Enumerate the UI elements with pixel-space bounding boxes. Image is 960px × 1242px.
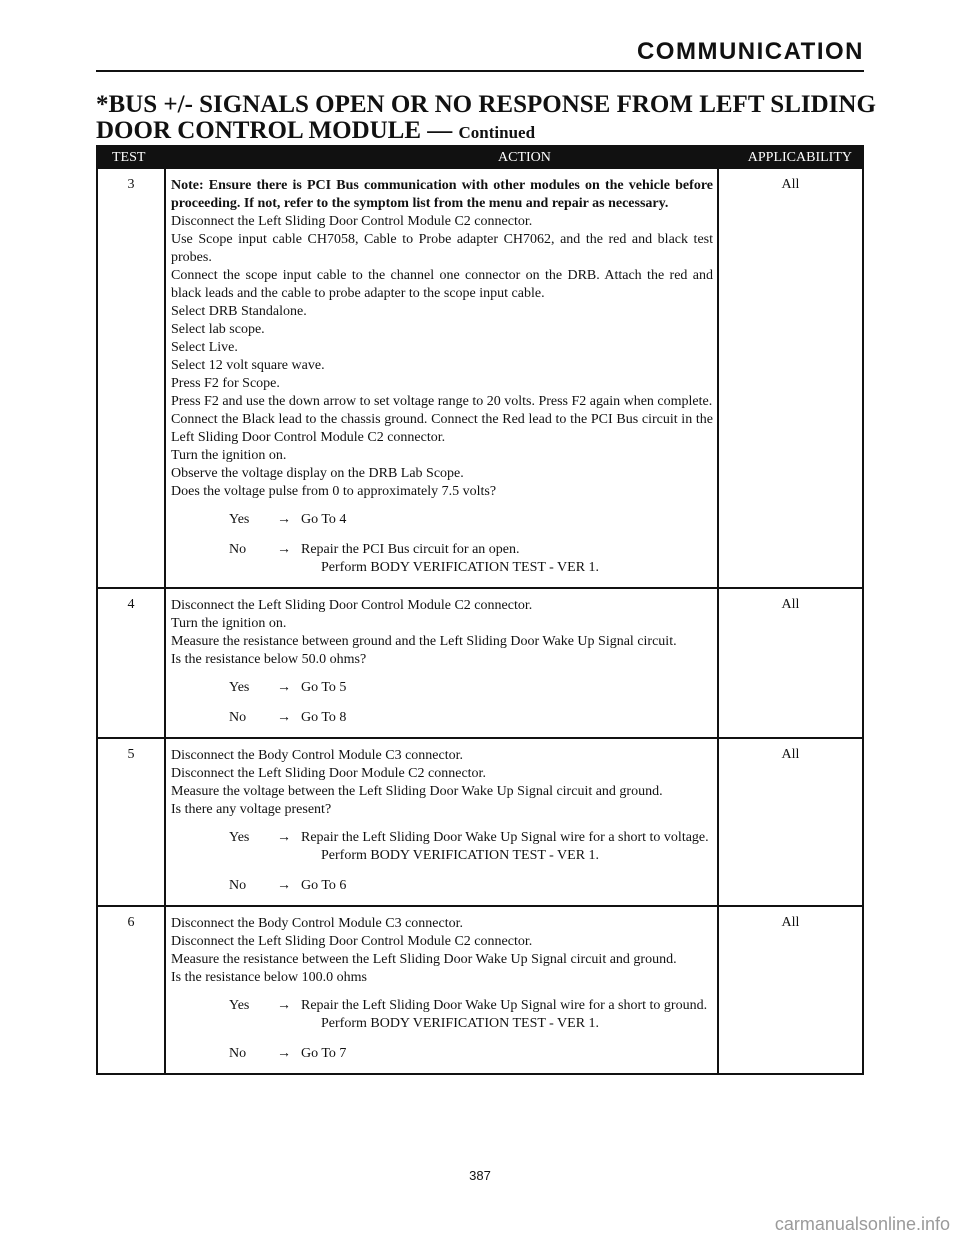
answer-result: [301, 829, 713, 865]
answer-yes: [171, 829, 713, 865]
action-cell: [164, 739, 719, 905]
answer-no: [171, 1045, 713, 1063]
step-text: Select DRB Standalone.: [171, 304, 307, 319]
answer-label: Yes: [229, 830, 250, 845]
answer-label: Yes: [229, 998, 250, 1013]
step-text: Connect the Black lead to the chassis ground. Connect the Red lead to the PCI Bus circuit in the Left Sliding Door Control Module C2 connector.: [171, 412, 713, 445]
answer-result: [301, 541, 713, 577]
test-number: 6: [127, 915, 135, 930]
applicability: All: [781, 747, 800, 762]
result-line: Go To 4: [301, 512, 347, 527]
result-line: Repair the PCI Bus circuit for an open.: [301, 542, 520, 557]
answer-result: [301, 1045, 713, 1063]
arrow-right-icon: →: [277, 512, 291, 527]
answer-result: [301, 997, 713, 1033]
step-text: Disconnect the Left Sliding Door Module C2 connector.: [171, 766, 486, 781]
header-action: ACTION: [498, 150, 551, 165]
answer-yes: [171, 511, 713, 529]
applicability: All: [781, 597, 800, 612]
answer-result: [301, 511, 713, 529]
table-row: [98, 169, 862, 587]
arrow-right-icon: →: [277, 878, 291, 893]
answer-label: No: [229, 710, 247, 725]
result-line: Go To 6: [301, 878, 347, 893]
header-rule: [96, 70, 864, 72]
arrow-right-icon: →: [277, 542, 291, 557]
step-text: Disconnect the Body Control Module C3 connector.: [171, 748, 464, 763]
step-text: Disconnect the Left Sliding Door Control Module C2 connector.: [171, 214, 533, 229]
result-line: Go To 8: [301, 710, 347, 725]
answer-no: [171, 709, 713, 727]
answer-result: [301, 679, 713, 697]
step-text: Press F2 for Scope.: [171, 376, 280, 391]
step-text: Does the voltage pulse from 0 to approximately 7.5 volts?: [171, 484, 497, 499]
arrow-right-icon: →: [277, 710, 291, 725]
result-line: Repair the Left Sliding Door Wake Up Signal wire for a short to ground.: [301, 998, 708, 1013]
applicability: All: [781, 915, 800, 930]
step-text: Measure the resistance between ground and the Left Sliding Door Wake Up Signal circuit.: [171, 634, 677, 649]
answer-label: Yes: [229, 512, 250, 527]
page-number: 387: [469, 1168, 491, 1183]
step-text: Select Live.: [171, 340, 238, 355]
answer-label: Yes: [229, 680, 250, 695]
test-number: 3: [127, 177, 135, 192]
answer-result: [301, 877, 713, 895]
step-text: Select 12 volt square wave.: [171, 358, 325, 373]
table-row: [98, 905, 862, 1073]
answer-yes: [171, 679, 713, 697]
table-row: [98, 737, 862, 905]
table-header: [98, 147, 862, 169]
step-text: Disconnect the Body Control Module C3 connector.: [171, 916, 464, 931]
action-cell: [164, 169, 719, 587]
step-text: Is the resistance below 100.0 ohms: [171, 970, 367, 985]
step-text: Turn the ignition on.: [171, 616, 287, 631]
arrow-right-icon: →: [277, 830, 291, 845]
result-line: Perform BODY VERIFICATION TEST - VER 1.: [321, 1016, 600, 1031]
step-text: Turn the ignition on.: [171, 448, 287, 463]
step-text: Is there any voltage present?: [171, 802, 332, 817]
result-line: Go To 7: [301, 1046, 347, 1061]
step-text: Select lab scope.: [171, 322, 265, 337]
applicability: All: [781, 177, 800, 192]
document-title-text: *BUS +/- SIGNALS OPEN OR NO RESPONSE FROM LEFT SLIDING DOOR CONTROL MODULE —: [96, 91, 876, 144]
document-title: [96, 92, 876, 146]
step-text: Press F2 and use the down arrow to set voltage range to 20 volts. Press F2 again when complete.: [171, 394, 713, 409]
answer-no: [171, 541, 713, 577]
answer-label: No: [229, 542, 247, 557]
diagnostic-table: [96, 145, 864, 1075]
arrow-right-icon: →: [277, 998, 291, 1013]
section-title: COMMUNICATION: [636, 38, 864, 65]
table-row: [98, 587, 862, 737]
step-text: Use Scope input cable CH7058, Cable to Probe adapter CH7062, and the red and black test probes.: [171, 232, 713, 265]
step-text: Measure the voltage between the Left Sliding Door Wake Up Signal circuit and ground.: [171, 784, 663, 799]
arrow-right-icon: →: [277, 1046, 291, 1061]
step-text: Disconnect the Left Sliding Door Control Module C2 connector.: [171, 934, 533, 949]
result-line: Repair the Left Sliding Door Wake Up Signal wire for a short to voltage.: [301, 830, 709, 845]
result-line: Perform BODY VERIFICATION TEST - VER 1.: [321, 848, 600, 863]
answer-no: [171, 877, 713, 895]
result-line: Perform BODY VERIFICATION TEST - VER 1.: [321, 560, 600, 575]
action-cell: [164, 907, 719, 1073]
test-number: 5: [127, 747, 135, 762]
step-text: Observe the voltage display on the DRB Lab Scope.: [171, 466, 464, 481]
test-number: 4: [127, 597, 135, 612]
watermark: carmanualsonline.info: [774, 1214, 950, 1234]
note-text: Note: Ensure there is PCI Bus communication with other modules on the vehicle before proceeding. If not, refer to the symptom list from the menu and repair as necessary.: [171, 178, 713, 211]
answer-result: [301, 709, 713, 727]
step-text: Disconnect the Left Sliding Door Control Module C2 connector.: [171, 598, 533, 613]
table-body: [98, 169, 862, 1073]
answer-yes: [171, 997, 713, 1033]
action-cell: [164, 589, 719, 737]
step-text: Measure the resistance between the Left Sliding Door Wake Up Signal circuit and ground.: [171, 952, 677, 967]
answer-label: No: [229, 1046, 247, 1061]
arrow-right-icon: →: [277, 680, 291, 695]
continued-label: Continued: [458, 123, 536, 142]
answer-label: No: [229, 878, 247, 893]
header-test: TEST: [112, 150, 146, 165]
step-text: Connect the scope input cable to the channel one connector on the DRB. Attach the red and black leads and the cable to probe adapter to the scope input cable.: [171, 268, 713, 301]
step-text: Is the resistance below 50.0 ohms?: [171, 652, 367, 667]
result-line: Go To 5: [301, 680, 347, 695]
header-applicability: APPLICABILITY: [747, 150, 852, 165]
